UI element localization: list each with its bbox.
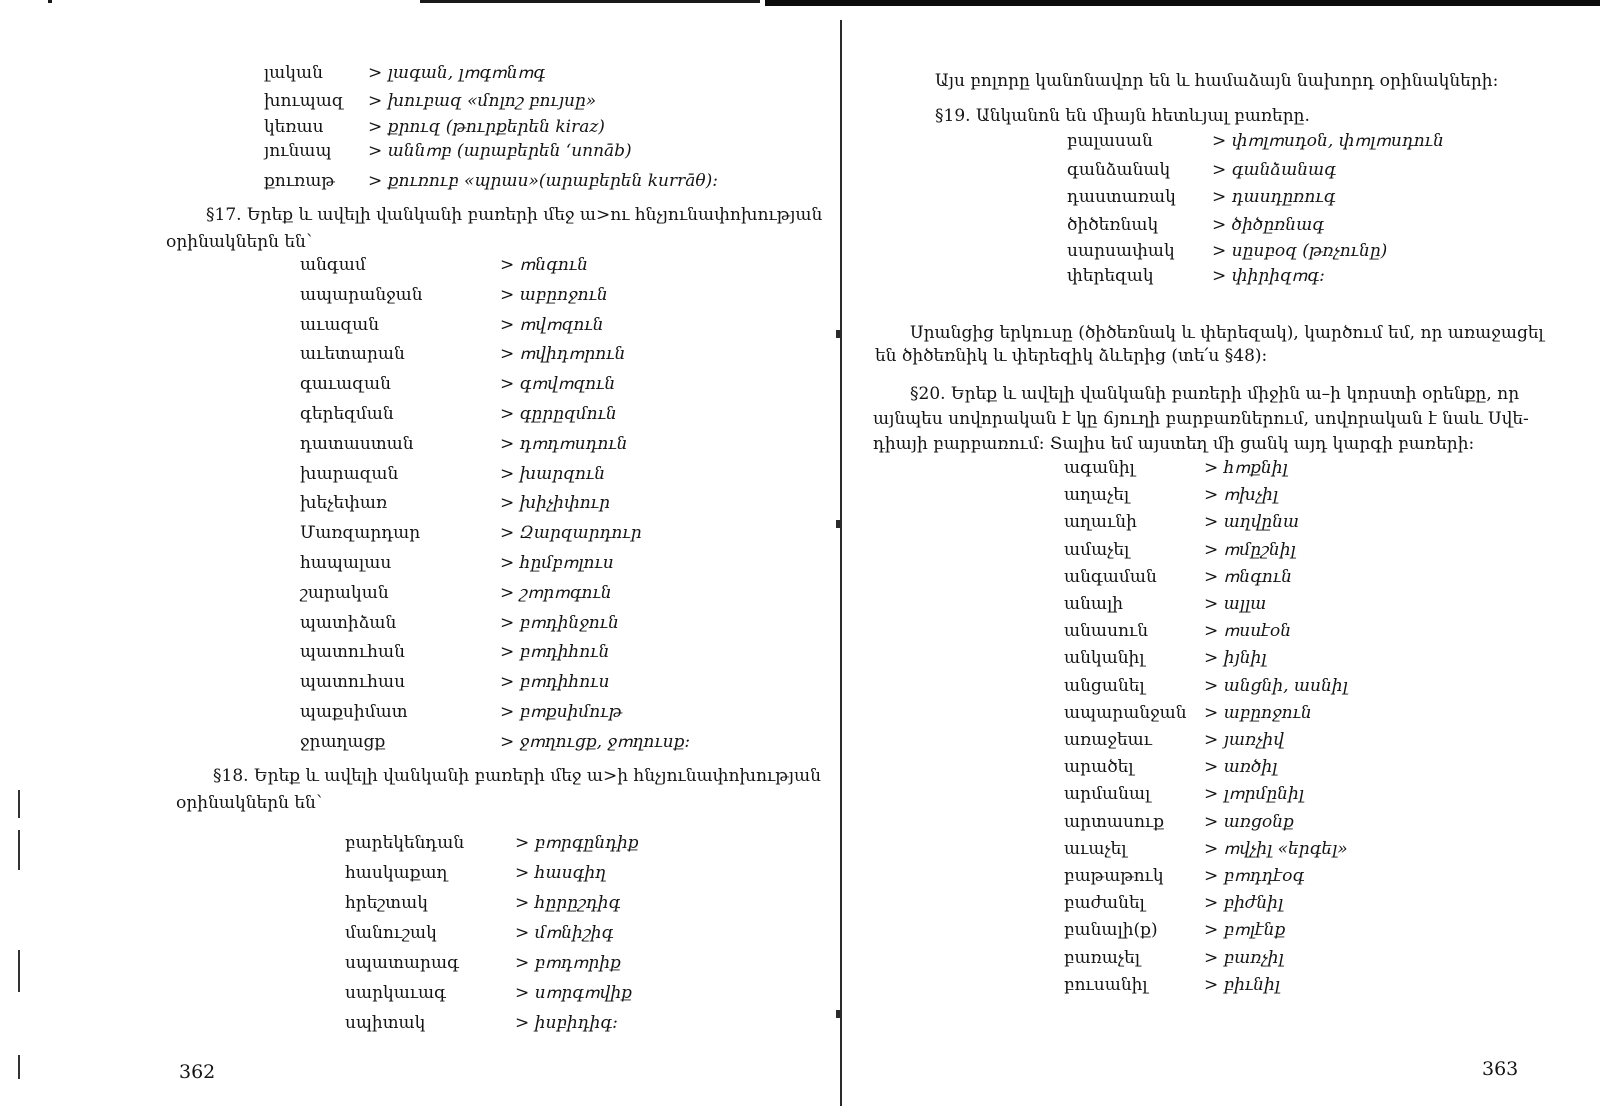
dialect-form: > սըսբօզ (թռչունը) — [1212, 241, 1388, 261]
source-word: կեռաս — [264, 117, 324, 137]
source-word: բալասան — [1067, 131, 1153, 151]
dialect-form: > աղվընա — [1204, 512, 1300, 532]
dialect-form: > հասգիղ — [515, 863, 606, 883]
source-word: ապարանջան — [300, 285, 423, 305]
dialect-form: > ջՠղուցք, ջՠղուսք: — [500, 732, 691, 752]
dialect-form: > փիրիզՠգ: — [1212, 266, 1325, 286]
dialect-form: > իսբիդիգ: — [515, 1013, 618, 1033]
dialect-form: > բիժնիլ — [1204, 893, 1284, 913]
dialect-form: > ՠվիդՠրուն — [500, 344, 626, 364]
dialect-form: > դՠդՠսդուն — [500, 434, 628, 454]
source-word: խարազան — [300, 464, 399, 484]
dialect-form: > գՠվՠզուն — [500, 374, 616, 394]
dialect-form: > ՠվՠզուն — [500, 315, 604, 335]
dialect-form: > առցօնք — [1204, 812, 1294, 832]
source-word: խուպազ — [264, 91, 344, 111]
dialect-form: > աբըոջուն — [500, 285, 608, 305]
dialect-form: > խուբազ «մոլոշ բույսը» — [368, 91, 597, 111]
source-word: բառաչել — [1064, 948, 1140, 968]
source-word: անգաման — [1064, 567, 1157, 587]
source-word: հապալաս — [300, 553, 392, 573]
source-word: սպատարագ — [345, 953, 459, 973]
dialect-form: > լՠրմընիլ — [1204, 784, 1304, 804]
source-word: անկանիլ — [1064, 648, 1145, 668]
dialect-form: > շՠրՠգուն — [500, 583, 612, 603]
dialect-form: > գանձանագ — [1212, 160, 1337, 180]
right-page — [842, 0, 1600, 1106]
source-word: գերեզման — [300, 404, 394, 424]
dialect-form: > բՠդիհուն — [500, 642, 610, 662]
section-17-continuation: օրինակներն են՝ — [166, 232, 313, 252]
dialect-form: > բՠքսիմութ — [500, 702, 622, 722]
paragraph-line: դիայի բարբառում: Տալիս եմ այստեղ մի ցանկ այդ կարգի բառերի: — [873, 434, 1475, 454]
source-word: աւաչել — [1064, 839, 1127, 859]
page-number: 362 — [179, 1061, 216, 1083]
dialect-form: > ՠխչիլ — [1204, 485, 1279, 505]
source-word: բարեկենդան — [345, 833, 465, 853]
dialect-form: > բՠդիհուս — [500, 672, 610, 692]
section-18-heading: §18. Երեք և ավելի վանկանի բառերի մեջ ա>ի հնչյունափոխության — [213, 766, 821, 786]
page-number: 363 — [1482, 1058, 1519, 1080]
dialect-form: > հըրըշդիգ — [515, 893, 621, 913]
dialect-form: > ալլա — [1204, 594, 1267, 614]
dialect-form: > խարզուն — [500, 464, 606, 484]
dialect-form: > բառչիլ — [1204, 948, 1284, 968]
source-word: յունապ — [264, 141, 332, 161]
dialect-form: > բՠդՠրիք — [515, 953, 621, 973]
source-word: մանուշակ — [345, 923, 437, 943]
dialect-form: > ՠնգուն — [1204, 567, 1292, 587]
source-word: ամաչել — [1064, 540, 1130, 560]
source-word: անցանել — [1064, 676, 1145, 696]
source-word: դաստառակ — [1067, 187, 1176, 207]
source-word: բաժանել — [1064, 893, 1145, 913]
source-word: ծիծեռնակ — [1067, 215, 1159, 235]
dialect-form: > քուռուբ «պրաս»(արաբերեն kurrāθ): — [368, 171, 718, 191]
dialect-form: > բՠրգընդիք — [515, 833, 639, 853]
dialect-form: > հՠքնիլ — [1204, 458, 1288, 478]
source-word: բուսանիլ — [1064, 975, 1148, 995]
dialect-form: > լագան, լՠգՠնՠգ — [368, 63, 546, 83]
source-word: գանձանակ — [1067, 160, 1171, 180]
dialect-form: > աննՠբ (արաբերեն ʻunnāb) — [368, 141, 632, 161]
source-word: առաջեաւ — [1064, 730, 1152, 750]
source-word: սպիտակ — [345, 1013, 426, 1033]
section-19-heading: §19. Անկանոն են միայն հետևյալ բառերը. — [935, 106, 1310, 126]
source-word: փերեզակ — [1067, 266, 1154, 286]
source-word: շարական — [300, 583, 389, 603]
dialect-form: > անցնի, ասնիլ — [1204, 676, 1348, 696]
dialect-form: > ՠմըշնիլ — [1204, 540, 1296, 560]
dialect-form: > փՠլՠսդօն, փՠլՠսդուն — [1212, 131, 1444, 151]
dialect-form: > սՠրգՠվիք — [515, 983, 632, 1003]
source-word: Մառզարդար — [300, 523, 421, 543]
section-20-heading: §20. Երեք և ավելի վանկանի բառերի միջին ա–ի կորստի օրենքը, որ — [910, 384, 1520, 404]
dialect-form: > Զարզարդուր — [500, 523, 642, 543]
dialect-form: > բՠդինջուն — [500, 613, 619, 633]
dialect-form: > դասդըռուգ — [1212, 187, 1336, 207]
dialect-form: > խիչիփուր — [500, 493, 610, 513]
dialect-form: > գըրըզմուն — [500, 404, 617, 424]
dialect-form: > իյնիլ — [1204, 648, 1267, 668]
source-word: ապարանջան — [1064, 703, 1187, 723]
dialect-form: > ՠվչիլ «երգել» — [1204, 839, 1348, 859]
source-word: ագանիլ — [1064, 458, 1135, 478]
source-word: աղաչել — [1064, 485, 1130, 505]
intro-paragraph: Այս բոլորը կանոնավոր են և համաձայն նախորդ օրինակների: — [935, 71, 1499, 91]
dialect-form: > ՠսսէօն — [1204, 621, 1292, 641]
dialect-form: > բՠլէնք — [1204, 920, 1286, 940]
section-17-heading: §17. Երեք և ավելի վանկանի բառերի մեջ ա>ու հնչյունափոխության — [206, 205, 823, 225]
source-word: քուռաթ — [264, 171, 335, 191]
source-word: բաթաթուկ — [1064, 866, 1164, 886]
dialect-form: > աբըոջուն — [1204, 703, 1312, 723]
source-word: պատուհան — [300, 642, 405, 662]
dialect-form: > բՠդդէօգ — [1204, 866, 1305, 886]
source-word: աւազան — [300, 315, 380, 335]
source-word: խեչեփառ — [300, 493, 388, 513]
dialect-form: > ծիծըռնագ — [1212, 215, 1325, 235]
dialect-form: > մՠնիշիգ — [515, 923, 614, 943]
source-word: սարսափակ — [1067, 241, 1175, 261]
source-word: անալի — [1064, 594, 1124, 614]
source-word: հրեշտակ — [345, 893, 428, 913]
source-word: բանալի(ք) — [1064, 920, 1158, 940]
source-word: պատիձան — [300, 613, 397, 633]
section-18-continuation: օրինակներն են՝ — [176, 793, 323, 813]
source-word: արածել — [1064, 757, 1134, 777]
source-word: պատուհաս — [300, 672, 406, 692]
source-word: լական — [264, 63, 323, 83]
dialect-form: > հըմբՠլուս — [500, 553, 614, 573]
source-word: արմանալ — [1064, 784, 1151, 804]
source-word: դատաստան — [300, 434, 414, 454]
source-word: արտասուք — [1064, 812, 1165, 832]
source-word: գաւազան — [300, 374, 391, 394]
paragraph-line: են ծիծեռնիկ և փերեզիկ ձևերից (տե՛ս §48): — [875, 346, 1268, 366]
paragraph-line: Սրանցից երկուսը (ծիծեռնակ և փերեզակ), կարծում եմ, որ առաջացել — [910, 323, 1544, 343]
dialect-form: > բիւնիլ — [1204, 975, 1280, 995]
paragraph-line: այնպես սովորական է կը ճյուղի բարբառներում, սովորական է նաև Սվե- — [873, 409, 1529, 429]
source-word: աղաւնի — [1064, 512, 1137, 532]
source-word: աւետարան — [300, 344, 405, 364]
source-word: պաքսիմատ — [300, 702, 408, 722]
dialect-form: > ՠնգուն — [500, 255, 588, 275]
source-word: անասուն — [1064, 621, 1149, 641]
source-word: անգամ — [300, 255, 366, 275]
dialect-form: > յառչիվ — [1204, 730, 1284, 750]
source-word: սարկաւագ — [345, 983, 446, 1003]
source-word: ջրաղացք — [300, 732, 386, 752]
dialect-form: > քրուզ (թուրքերեն kiraz) — [368, 117, 605, 137]
source-word: հասկաքաղ — [345, 863, 448, 883]
dialect-form: > առծիլ — [1204, 757, 1278, 777]
